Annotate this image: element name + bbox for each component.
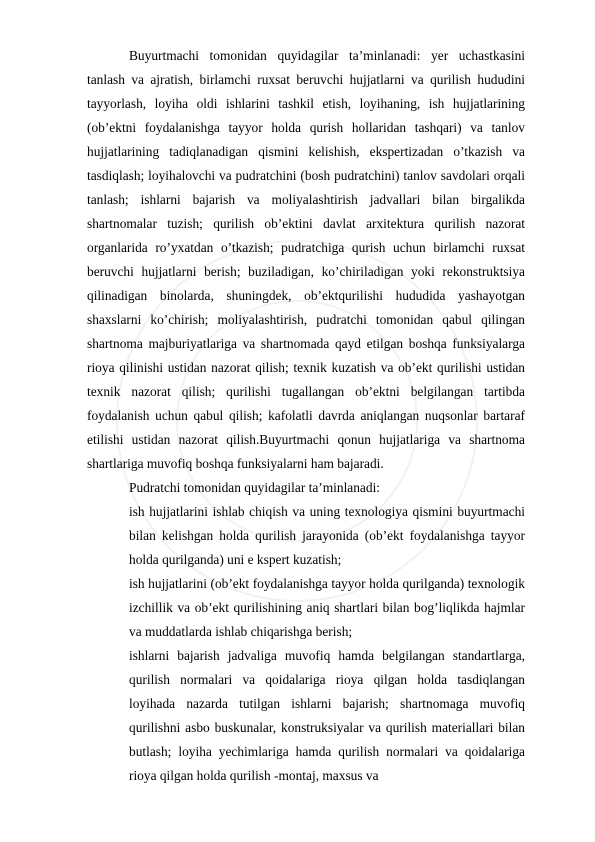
document-page [87, 44, 525, 788]
list-item: ish hujjatlarini (ob’ekt foydalanishga tayyor holda qurilganda) texnologik izchillik va ob’ekt qurilishining aniq shartlari bilan bog’liqlikda hajmlar va muddatlarda ishlab chiqarishga berish; [129, 576, 525, 639]
paragraph-contractor-heading: Pudratchi tomonidan quyidagilar ta’minlanadi: [129, 480, 381, 495]
paragraph-client-duties: Buyurtmachi tomonidan quyidagilar ta’minlanadi: yer uchastkasini tanlash va ajratish, birlamchi ruxsat beruvchi hujjatlarni va qurilish hududini tayyorlash, loyiha oldi ishlarini tashkil etish, loyihaning, ish hujjatlarining (ob’ektni foydalanishga tayyor holda qurish hollaridan tashqari) va tanlov hujjatlarining tadiqlanadigan qismini kelishish, ekspertizadan o’tkazish va tasdiqlash; loyihalovchi va pudratchini (bosh pudratchini) tanlov savdolari orqali tanlash; ishlarni bajarish va moliyalashtirish jadvallari bilan birgalikda shartnomalar tuzish; qurilish ob’ektini davlat arxitektura qurilish nazorat organlarida ro’yxatdan o’tkazish; pudratchiga qurish uchun birlamchi ruxsat beruvchi hujjatlarni berish; buziladigan, ko’chiriladigan yoki rekonstruktsiya qilinadigan binolarda, shuningdek, ob’ektqurilishi hududida yashayotgan shaxslarni ko’chirish; moliyalashtirish, pudratchi tomonidan qabul qilingan shartnoma majburiyatlariga va shartnomada qayd etilgan boshqa funksiyalarga rioya qilinishi ustidan nazorat qilish; texnik kuzatish va ob’ekt qurilishi ustidan texnik nazorat qilish; qurilishi tugallangan ob’ektni belgilangan tartibda foydalanish uchun qabul qilish; kafolatli davrda aniqlangan nuqsonlar bartaraf etilishi ustidan nazorat qilish.Buyurtmachi qonun hujjatlariga va shartnoma shartlariga muvofiq boshqa funksiyalarni ham bajaradi. [87, 48, 525, 471]
list-item: ish hujjatlarini ishlab chiqish va uning texnologiya qismini buyurtmachi bilan kelishgan holda qurilish jarayonida (ob’ekt foydalanishga tayyor holda qurilganda) uni e kspert kuzatish; [129, 504, 525, 567]
list-item: ishlarni bajarish jadvaliga muvofiq hamda belgilangan standartlarga, qurilish normalari va qoidalariga rioya qilgan holda tasdiqlangan loyihada nazarda tutilgan ishlarni bajarish; shartnomaga muvofiq qurilishni asbo buskunalar, konstruksiyalar va qurilish materiallari bilan butlash; loyiha yechimlariga hamda qurilish normalari va qoidalariga rioya qilgan holda qurilish -montaj, maxsus va [129, 648, 525, 783]
